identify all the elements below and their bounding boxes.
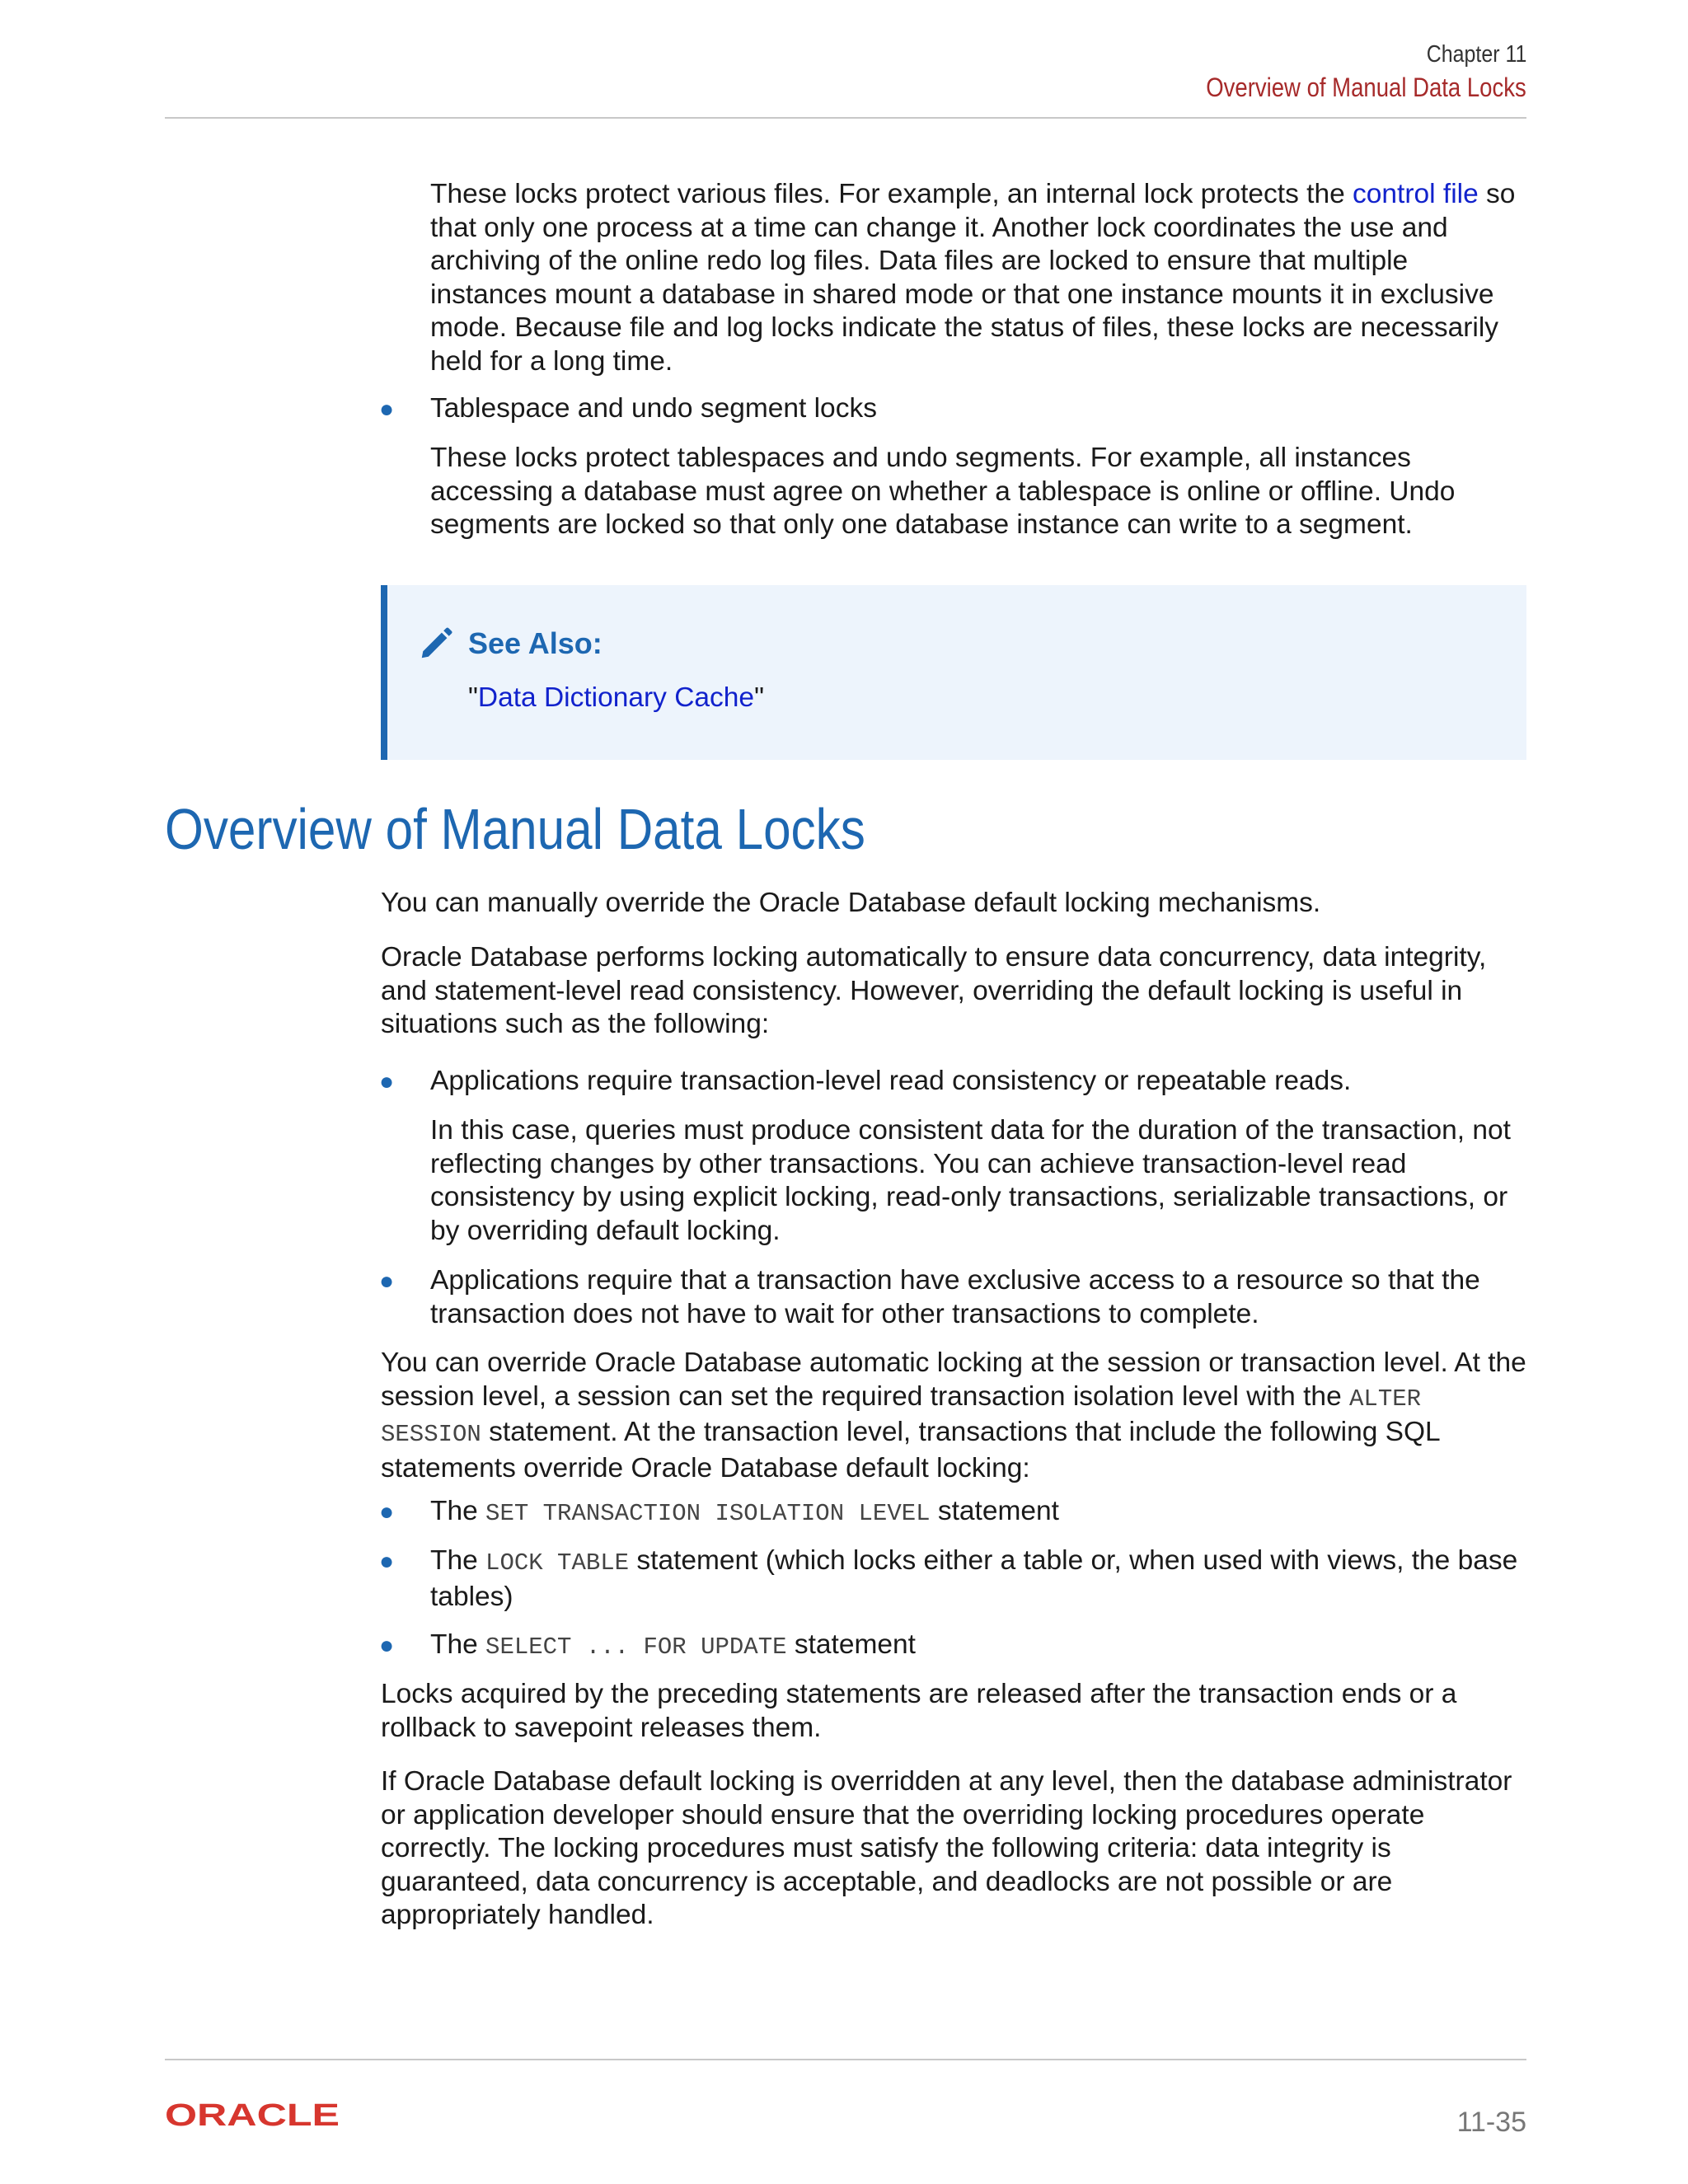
file-locks-paragraph <box>430 178 1526 378</box>
text-run: statement <box>930 1496 1059 1526</box>
list-item-set-transaction <box>430 1495 1526 1531</box>
code-set-transaction: SET TRANSACTION ISOLATION LEVEL <box>485 1500 931 1527</box>
code-alter-session: ALTER SESSION <box>381 1385 1422 1448</box>
code-lock-table: LOCK TABLE <box>485 1549 630 1577</box>
control-file-link[interactable]: control file <box>1353 179 1479 209</box>
pencil-icon <box>417 625 455 663</box>
text-run: so that only one process at a time can change it. Another lock coordinates the use and archiving of the online redo log files. Data files are locked to ensure that multiple instances mount a database in shared mode or that one instance mounts it in exclusive mode. Because file and log locks indicate the status of files, these locks are necessarily held for a long time. <box>430 179 1516 377</box>
section-heading: Overview of Manual Data Locks <box>165 797 865 861</box>
bullet-icon: ● <box>379 1498 395 1526</box>
see-also-box <box>381 585 1526 760</box>
bullet-icon: ● <box>379 396 395 423</box>
paragraph-locks-released: Locks acquired by the preceding statements are released after the transaction ends or a rollback to savepoint releases them. <box>381 1679 1457 1743</box>
text-run: statement. At the transaction level, transactions that include the following SQL statements override Oracle Database default locking: <box>381 1417 1440 1483</box>
list-item-lock-table <box>430 1544 1526 1614</box>
paragraph-automatic-locking: Oracle Database performs locking automatically to ensure data concurrency, data integrity, and statement-level read consistency. However, overriding the default locking is useful in situations such as the following: <box>381 942 1487 1039</box>
see-also-reference <box>468 682 764 714</box>
quote-mark: " <box>754 682 764 713</box>
bullet-icon: ● <box>379 1068 395 1095</box>
footer-divider <box>165 2059 1526 2060</box>
list-item-exclusive-access: Applications require that a transaction have exclusive access to a resource so that the transaction does not have to wait for other transactions to complete. <box>430 1265 1480 1329</box>
text-run: The <box>430 1545 486 1576</box>
paragraph-locking-criteria: If Oracle Database default locking is overridden at any level, then the database administrator or application developer should ensure that the overriding locking procedures operate correctly. The locking procedures must satisfy the following criteria: data integrity is guaranteed, data concurrency is acceptable, and deadlocks are not possible or are appropriately handled. <box>381 1766 1512 1930</box>
oracle-logo <box>165 2100 346 2130</box>
tablespace-locks-description: These locks protect tablespaces and undo segments. For example, all instances accessing a database must agree on whether a tablespace is online or offline. Undo segments are locked so that only one database instance can write to a segment. <box>430 443 1456 540</box>
list-item-read-consistency: Applications require transaction-level read consistency or repeatable reads. <box>430 1066 1352 1096</box>
read-consistency-description: In this case, queries must produce consistent data for the duration of the transaction, not reflecting changes by other transactions. You can achieve transaction-level read consistency by using explicit locking, read-only transactions, serializable transactions, or by overriding default locking. <box>430 1115 1511 1246</box>
header-divider <box>165 117 1526 119</box>
bullet-icon: ● <box>379 1632 395 1659</box>
text-run: You can override Oracle Database automatic locking at the session or transaction level. At the session level, a session can set the required transaction isolation level with the <box>381 1347 1526 1412</box>
quote-mark: " <box>468 682 478 713</box>
text-run: The <box>430 1496 486 1526</box>
text-run: These locks protect various files. For example, an internal lock protects the <box>430 179 1353 209</box>
text-run: statement <box>786 1629 916 1660</box>
running-header-chapter: Chapter 11 <box>1426 41 1526 68</box>
running-header-section: Overview of Manual Data Locks <box>1206 73 1526 102</box>
paragraph-override-levels <box>381 1347 1526 1485</box>
text-run: statement (which locks either a table or, when used with views, the base tables) <box>430 1545 1518 1612</box>
bullet-icon: ● <box>379 1268 395 1295</box>
data-dictionary-cache-link[interactable]: Data Dictionary Cache <box>477 682 755 713</box>
bullet-icon: ● <box>379 1548 395 1575</box>
list-item-select-for-update <box>430 1629 1526 1665</box>
oracle-logo-text: ORACLE <box>165 2100 340 2130</box>
paragraph-manual-override: You can manually override the Oracle Database default locking mechanisms. <box>381 888 1321 918</box>
page-number: 11-35 <box>1456 2107 1526 2138</box>
text-run: The <box>430 1629 486 1660</box>
list-item-tablespace-locks: Tablespace and undo segment locks <box>430 393 877 424</box>
code-select-for-update: SELECT ... FOR UPDATE <box>485 1633 787 1661</box>
see-also-title: See Also: <box>468 626 603 660</box>
